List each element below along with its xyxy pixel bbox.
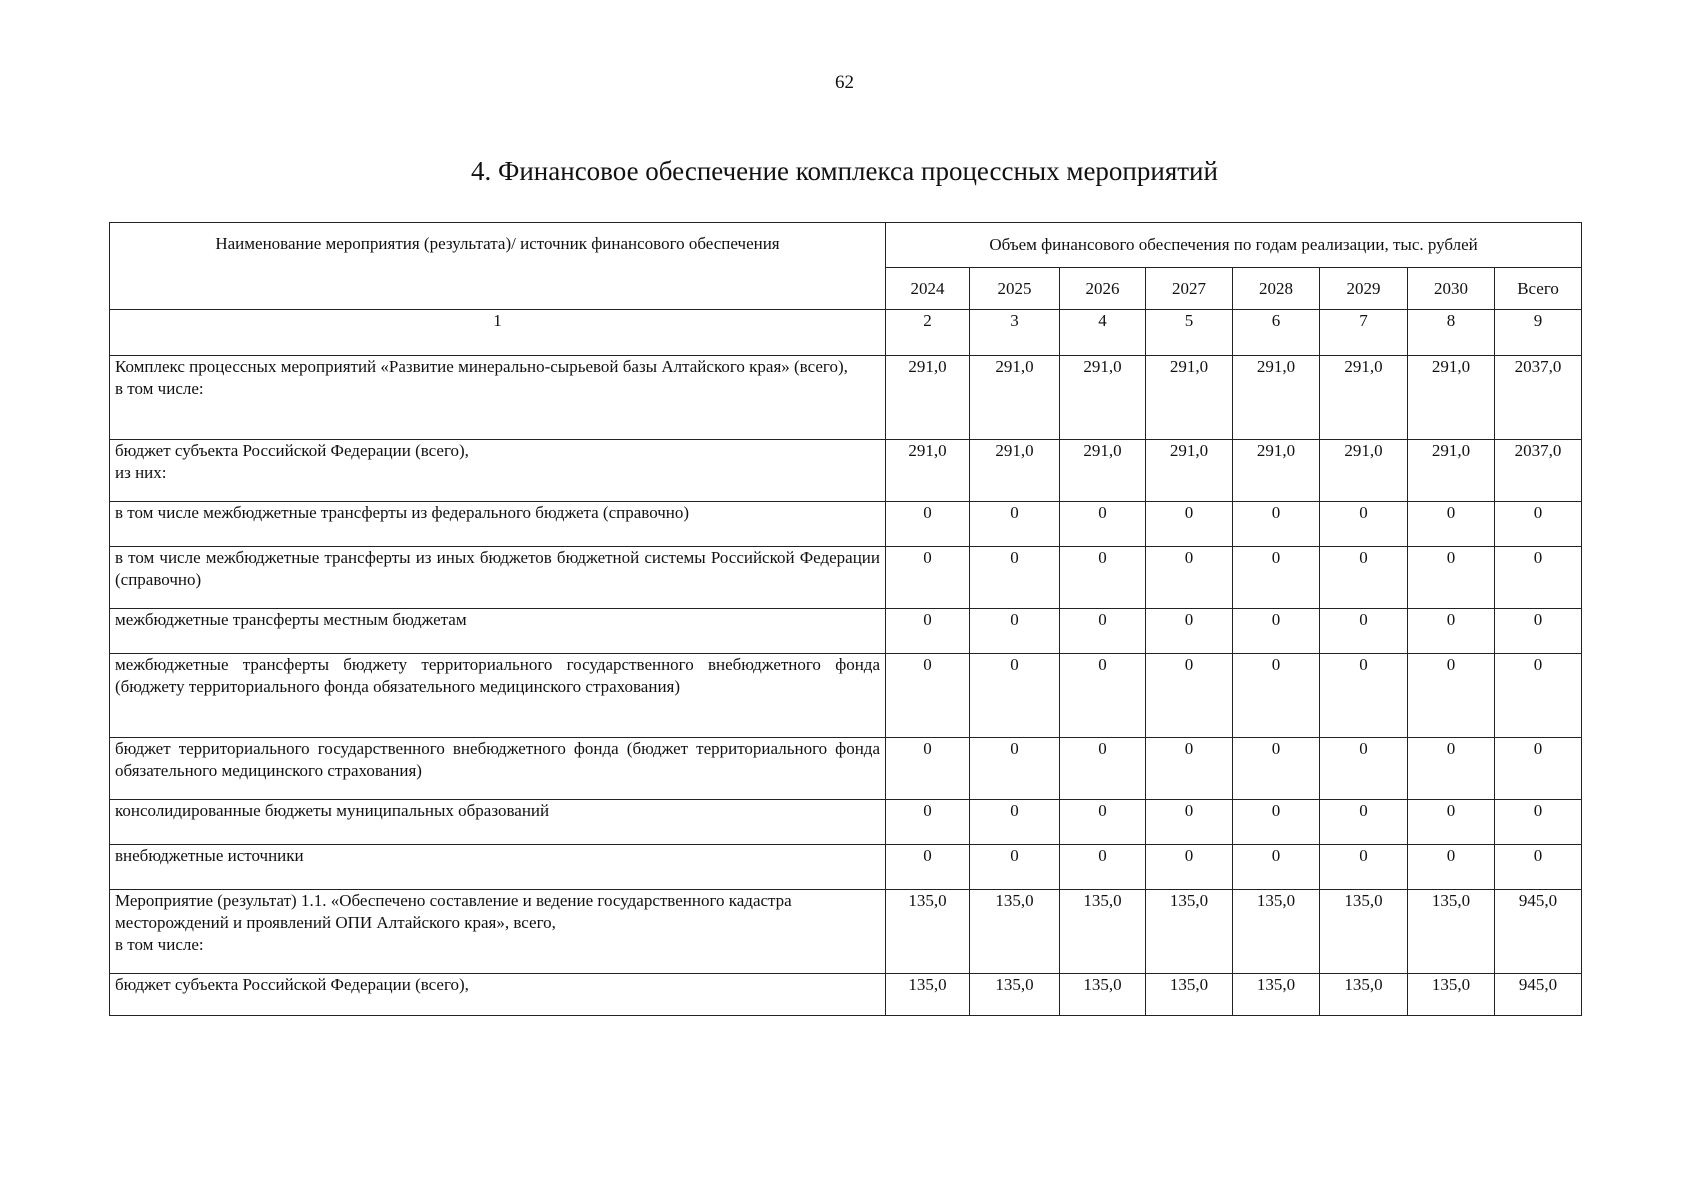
row-value: 945,0 [1495,890,1582,974]
row-value: 945,0 [1495,974,1582,1016]
table-row [110,845,1582,890]
header-year: 2028 [1233,268,1320,310]
row-value: 0 [1060,502,1146,547]
row-value: 0 [1320,609,1408,654]
row-value: 0 [886,502,970,547]
column-number: 1 [110,310,886,356]
row-value: 0 [886,845,970,890]
row-value: 0 [1495,738,1582,800]
row-value: 291,0 [1408,440,1495,502]
row-value: 0 [1408,547,1495,609]
row-value: 291,0 [1320,356,1408,440]
row-value: 0 [1060,547,1146,609]
row-value: 135,0 [1408,890,1495,974]
header-year: 2024 [886,268,970,310]
row-value: 0 [1233,609,1320,654]
row-value: 0 [1408,800,1495,845]
row-value: 291,0 [1233,440,1320,502]
row-value: 135,0 [1060,890,1146,974]
table-row [110,974,1582,1016]
column-number: 8 [1408,310,1495,356]
row-value: 0 [1320,547,1408,609]
table-row [110,440,1582,502]
row-value: 0 [1233,738,1320,800]
row-value: 0 [1233,845,1320,890]
row-value: 2037,0 [1495,440,1582,502]
row-value: 0 [1146,609,1233,654]
row-value: 0 [1408,738,1495,800]
row-value: 291,0 [1408,356,1495,440]
row-value: 291,0 [886,440,970,502]
table-row [110,609,1582,654]
row-value: 0 [1408,654,1495,738]
row-value: 0 [1408,502,1495,547]
financing-table [109,222,1582,1016]
row-value: 0 [1408,609,1495,654]
row-value: 291,0 [886,356,970,440]
row-value: 0 [886,654,970,738]
row-value: 0 [1233,502,1320,547]
row-value: 0 [1320,502,1408,547]
row-value: 0 [1146,845,1233,890]
row-value: 0 [1320,800,1408,845]
row-name: Мероприятие (результат) 1.1. «Обеспечено составление и ведение государственного кадастра месторождений и проявлений ОПИ Алтайского края», всего, в том числе: [110,890,886,974]
row-value: 0 [970,502,1060,547]
row-value: 135,0 [1060,974,1146,1016]
row-value: 0 [1146,502,1233,547]
row-value: 0 [1233,654,1320,738]
row-value: 291,0 [1320,440,1408,502]
header-year: 2027 [1146,268,1233,310]
row-value: 0 [970,654,1060,738]
row-value: 0 [970,738,1060,800]
row-value: 0 [1060,738,1146,800]
row-name: бюджет субъекта Российской Федерации (всего), [110,974,886,1016]
row-value: 135,0 [970,974,1060,1016]
table-row [110,800,1582,845]
row-value: 0 [1060,800,1146,845]
row-value: 0 [1320,845,1408,890]
row-name: в том числе межбюджетные трансферты из иных бюджетов бюджетной системы Российской Федерации (справочно) [110,547,886,609]
row-value: 291,0 [970,440,1060,502]
document-title: 4. Финансовое обеспечение комплекса процессных мероприятий [471,156,1218,186]
column-number: 6 [1233,310,1320,356]
row-name: внебюджетные источники [110,845,886,890]
row-value: 2037,0 [1495,356,1582,440]
header-year: 2030 [1408,268,1495,310]
row-value: 0 [886,738,970,800]
column-number: 5 [1146,310,1233,356]
header-year: 2026 [1060,268,1146,310]
row-value: 0 [970,547,1060,609]
row-name: межбюджетные трансферты местным бюджетам [110,609,886,654]
row-name: Комплекс процессных мероприятий «Развитие минерально-сырьевой базы Алтайского края» (всего), в том числе: [110,356,886,440]
column-number: 4 [1060,310,1146,356]
column-number: 3 [970,310,1060,356]
row-value: 0 [1146,654,1233,738]
row-value: 0 [1320,738,1408,800]
row-name: межбюджетные трансферты бюджету территориального государственного внебюджетного фонда (бюджету территориального фонда обязательного медицинского страхования) [110,654,886,738]
row-value: 0 [1495,609,1582,654]
row-name: бюджет территориального государственного внебюджетного фонда (бюджет территориального фонда обязательного медицинского страхования) [110,738,886,800]
row-name: бюджет субъекта Российской Федерации (всего), из них: [110,440,886,502]
column-number: 9 [1495,310,1582,356]
header-year: 2025 [970,268,1060,310]
row-value: 0 [886,547,970,609]
row-value: 0 [886,609,970,654]
row-value: 0 [1495,845,1582,890]
table-row [110,738,1582,800]
table-row [110,502,1582,547]
row-value: 0 [1495,654,1582,738]
row-value: 0 [1060,654,1146,738]
row-value: 0 [1146,547,1233,609]
row-value: 135,0 [1146,974,1233,1016]
row-value: 135,0 [1233,890,1320,974]
table-row [110,356,1582,440]
page-number: 62 [835,72,854,93]
row-value: 135,0 [886,974,970,1016]
row-value: 135,0 [1408,974,1495,1016]
row-value: 0 [1495,800,1582,845]
row-value: 0 [970,800,1060,845]
header-volume: Объем финансового обеспечения по годам реализации, тыс. рублей [886,223,1582,268]
row-value: 291,0 [1233,356,1320,440]
row-value: 135,0 [1320,890,1408,974]
row-value: 135,0 [1146,890,1233,974]
table-row [110,547,1582,609]
header-year: Всего [1495,268,1582,310]
row-value: 291,0 [1060,356,1146,440]
row-value: 0 [970,609,1060,654]
row-value: 0 [1146,738,1233,800]
row-value: 0 [1495,502,1582,547]
row-value: 135,0 [886,890,970,974]
table-row [110,654,1582,738]
table-row [110,890,1582,974]
row-name: консолидированные бюджеты муниципальных образований [110,800,886,845]
row-value: 291,0 [1146,356,1233,440]
row-value: 0 [970,845,1060,890]
row-value: 0 [1495,547,1582,609]
row-value: 0 [1408,845,1495,890]
row-value: 0 [1233,547,1320,609]
row-value: 291,0 [1060,440,1146,502]
row-name: в том числе межбюджетные трансферты из федерального бюджета (справочно) [110,502,886,547]
row-value: 135,0 [970,890,1060,974]
header-name: Наименование мероприятия (результата)/ источник финансового обеспечения [110,223,886,310]
row-value: 0 [886,800,970,845]
header-year: 2029 [1320,268,1408,310]
column-number: 2 [886,310,970,356]
row-value: 0 [1320,654,1408,738]
row-value: 0 [1060,845,1146,890]
row-value: 0 [1146,800,1233,845]
row-value: 291,0 [1146,440,1233,502]
column-number: 7 [1320,310,1408,356]
row-value: 0 [1060,609,1146,654]
row-value: 291,0 [970,356,1060,440]
row-value: 135,0 [1320,974,1408,1016]
row-value: 135,0 [1233,974,1320,1016]
row-value: 0 [1233,800,1320,845]
